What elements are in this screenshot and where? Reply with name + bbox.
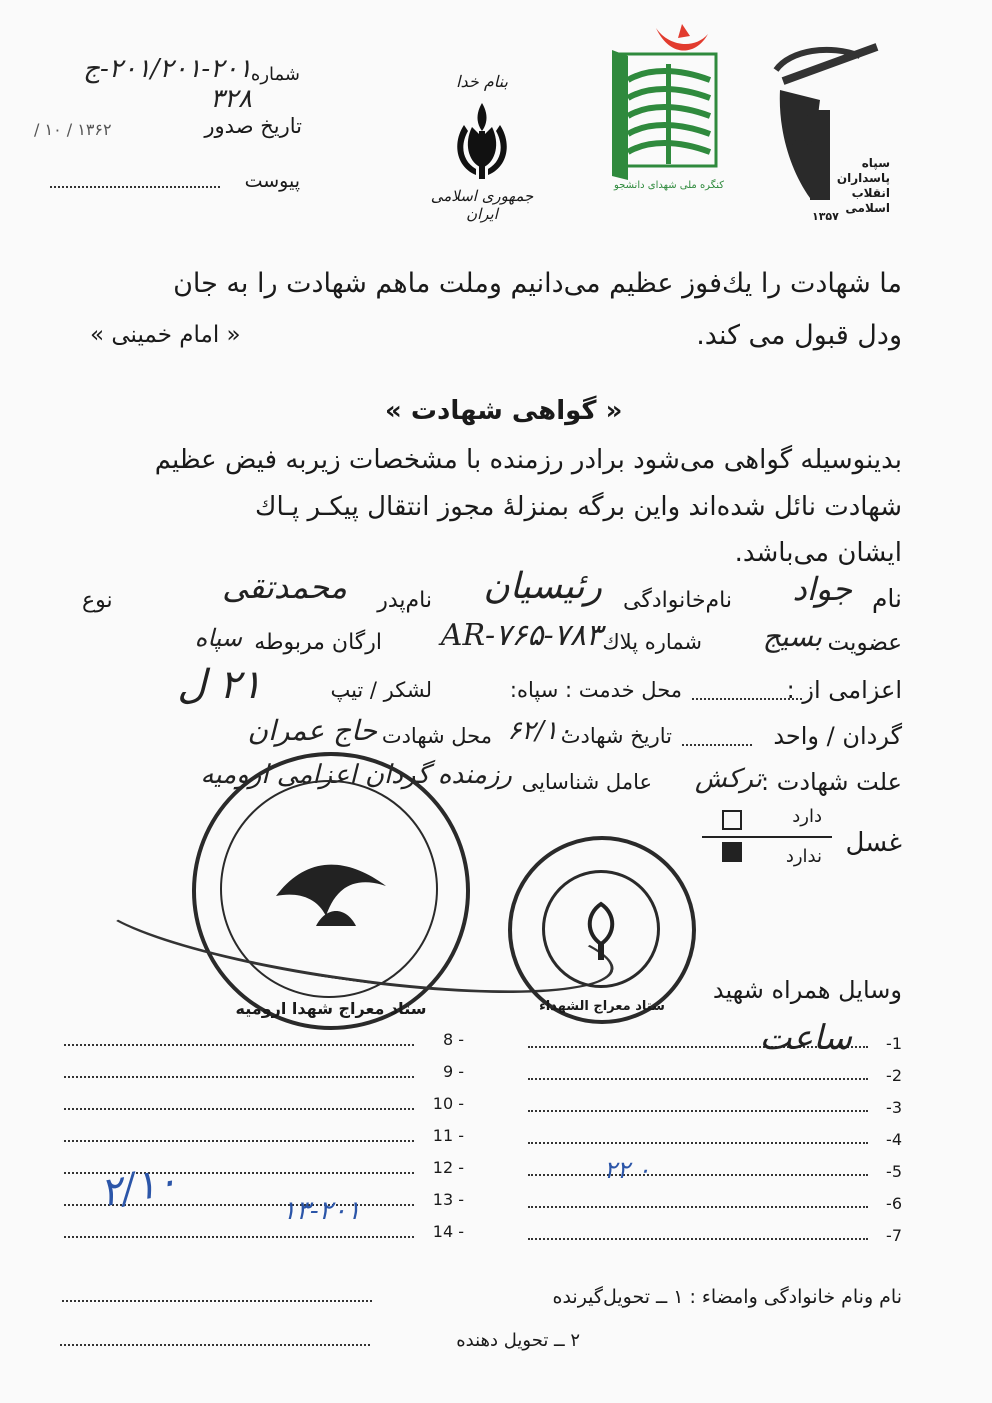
item-number: -4 xyxy=(886,1130,902,1149)
document-number xyxy=(40,54,300,114)
list-item xyxy=(516,1190,902,1220)
stamp1-text: ستاد معراج شهدا ارومیه xyxy=(235,999,427,1018)
number-value: ۲۰۱/۲۰۱-۲۰۱-ج ۳۲۸ xyxy=(83,54,252,114)
type-label: نوع xyxy=(82,588,113,613)
receiver-label: نام ونام خانوادگی وامضاء : ۱ ــ تحویل‌گیرنده xyxy=(552,1286,902,1308)
dispatch-line xyxy=(692,698,802,700)
belongings-right-list xyxy=(516,1018,902,1250)
item1-value: ساعت xyxy=(759,1018,852,1058)
item-line[interactable] xyxy=(64,1044,414,1046)
receiver-signature-line[interactable] xyxy=(62,1300,372,1302)
item-number: -2 xyxy=(886,1066,902,1085)
item-number: 10 - xyxy=(432,1094,464,1113)
ghusl-divider xyxy=(702,836,832,838)
kongre-caption: کنگره ملی شهدای دانشجو xyxy=(614,180,724,191)
list-item xyxy=(516,1094,902,1124)
hasnot-checkbox[interactable] xyxy=(722,842,742,862)
attachment xyxy=(50,170,300,196)
date-value: ۶۲/۱۰ xyxy=(507,716,572,746)
item-number: -5 xyxy=(886,1162,902,1181)
allah-emblem-icon xyxy=(442,95,522,185)
number-label: شماره xyxy=(250,64,300,85)
org-label: ارگان مربوطه xyxy=(254,630,382,655)
stamp-meraj-shohada xyxy=(508,836,696,1024)
issue-date-value: ۱۳۶۲ / ۱۰ / xyxy=(34,120,112,139)
identifier-value: رزمنده گردان اعزامی ارومیه xyxy=(200,760,512,790)
cause-value: ترکش xyxy=(694,764,762,794)
list-item xyxy=(516,1158,902,1188)
family-label: نام‌خانوادگی xyxy=(623,588,732,613)
list-item xyxy=(516,1062,902,1092)
item-number: 12 - xyxy=(432,1158,464,1177)
item-number: -6 xyxy=(886,1194,902,1213)
item-number: -1 xyxy=(886,1034,902,1053)
giver-line xyxy=(60,1330,580,1360)
blue-note: ۱۳-۲۰۱ xyxy=(282,1196,361,1226)
place-label: محل شهادت xyxy=(381,724,492,748)
list-item xyxy=(516,1222,902,1252)
plaque-label: شماره پلاك xyxy=(602,630,702,654)
item-line[interactable] xyxy=(528,1238,868,1240)
sepah-text-1: پاسداران xyxy=(836,171,890,185)
item-number: -7 xyxy=(886,1226,902,1245)
certificate-title: « گواهی شهادت » xyxy=(385,396,623,426)
item-line[interactable] xyxy=(64,1076,414,1078)
sepah-text-block xyxy=(830,156,890,216)
receiver-line xyxy=(62,1286,902,1316)
item-line[interactable] xyxy=(528,1142,868,1144)
name-value: جواد xyxy=(792,570,852,608)
item-line[interactable] xyxy=(528,1206,868,1208)
item-line[interactable] xyxy=(528,1078,868,1080)
attachment-label: پیوست xyxy=(244,170,300,192)
list-item xyxy=(64,1220,464,1250)
org-value: سپاه xyxy=(194,624,242,652)
identifier-label: عامل شناسایی xyxy=(521,770,652,794)
ghusl-label: غسل xyxy=(845,828,902,858)
item-number: -3 xyxy=(886,1098,902,1117)
place-value: حاج عمران xyxy=(247,714,377,747)
father-value: محمدتقی xyxy=(222,568,347,606)
certificate-body-2: شهادت نائل شده‌اند واین برگه بمنزلهٔ مجوز انتقال پیکـر پـاك xyxy=(255,492,902,522)
battalion-line xyxy=(682,744,752,746)
list-item xyxy=(64,1092,464,1122)
sepah-text-0: سپاه xyxy=(861,156,890,170)
membership-label: عضویت xyxy=(827,630,902,656)
giver-signature-line[interactable] xyxy=(60,1344,370,1346)
blue-signature: ۲/۱۰ xyxy=(96,1157,182,1217)
father-label: نام‌پدر xyxy=(377,588,432,613)
quote-line-1: ما شهادت را یك‌فوز عظیم می‌دانیم وملت ماهم شهادت را به جان xyxy=(173,268,902,299)
item-number: 13 - xyxy=(432,1190,464,1209)
kongre-logo-icon xyxy=(598,16,728,196)
sepah-text-2: انقلاب xyxy=(851,186,890,200)
sepah-text-3: اسلامی xyxy=(845,201,890,215)
ghusl-block xyxy=(682,806,902,876)
battalion-label: گردان / واحد xyxy=(773,722,902,750)
quote-attribution: « امام خمینی » xyxy=(90,322,241,348)
item-line[interactable] xyxy=(64,1108,414,1110)
division-value: ۲۱ ل xyxy=(177,662,262,708)
belongings-left-list xyxy=(64,1028,464,1248)
item-line[interactable] xyxy=(64,1140,414,1142)
sepah-year: ۱۳۵۷ xyxy=(812,210,839,223)
tulip-emblem-icon xyxy=(566,894,636,964)
family-value: رئیسیان xyxy=(483,566,602,607)
date-label: تاریخ شهادت xyxy=(560,724,672,748)
emblem-caption: جمهوری اسلامی ایران xyxy=(430,187,534,223)
item-number: 11 - xyxy=(432,1126,464,1145)
list-item xyxy=(516,1018,902,1060)
dispatch-label: اعزامی از : xyxy=(786,676,902,704)
has-checkbox[interactable] xyxy=(722,810,742,830)
sepah-logo xyxy=(760,30,890,230)
plaque-value: AR-۷۶۵-۷۸۳ xyxy=(440,618,602,653)
hasnot-label: ندارد xyxy=(785,846,822,867)
attachment-line xyxy=(50,186,220,188)
item-number: 9 - xyxy=(442,1062,464,1081)
division-label: لشکر / تیپ xyxy=(330,678,432,702)
name-label: نام xyxy=(871,584,902,613)
quote-line-2: ودل قبول می کند. xyxy=(696,320,902,351)
item-number: 14 - xyxy=(432,1222,464,1241)
membership-value: بسیج xyxy=(762,620,822,653)
belongings-title: وسایل همراه شهید xyxy=(712,976,902,1004)
service-label: محل خدمت : سپاه: xyxy=(509,678,682,702)
list-item xyxy=(64,1060,464,1090)
stamp2-text: ستاد معراج الشهداء xyxy=(539,999,665,1014)
list-item xyxy=(64,1028,464,1058)
certificate-body-1: بدینوسیله گواهی می‌شود برادر رزمنده با مشخصات زیربه فیض عظیم xyxy=(154,445,902,475)
item-line[interactable] xyxy=(64,1236,414,1238)
mid-note: ۲۲ ۰ xyxy=(604,1156,651,1184)
item-line[interactable] xyxy=(528,1174,868,1176)
item-line[interactable] xyxy=(528,1110,868,1112)
dispatch-row xyxy=(42,662,902,720)
item-number: 8 - xyxy=(442,1030,464,1049)
issue-date xyxy=(30,114,302,144)
cause-label: علت شهادت : xyxy=(761,768,902,796)
list-item xyxy=(64,1124,464,1154)
issue-date-label: تاریخ صدور xyxy=(204,114,302,138)
bismillah: بنام خدا xyxy=(456,72,508,91)
giver-label: ۲ ــ تحویل دهنده xyxy=(456,1330,580,1351)
list-item xyxy=(516,1126,902,1156)
iran-emblem xyxy=(422,72,542,222)
certificate-body-3: ایشان می‌باشد. xyxy=(734,538,902,568)
has-label: دارد xyxy=(792,806,822,827)
kongre-logo xyxy=(598,16,728,196)
